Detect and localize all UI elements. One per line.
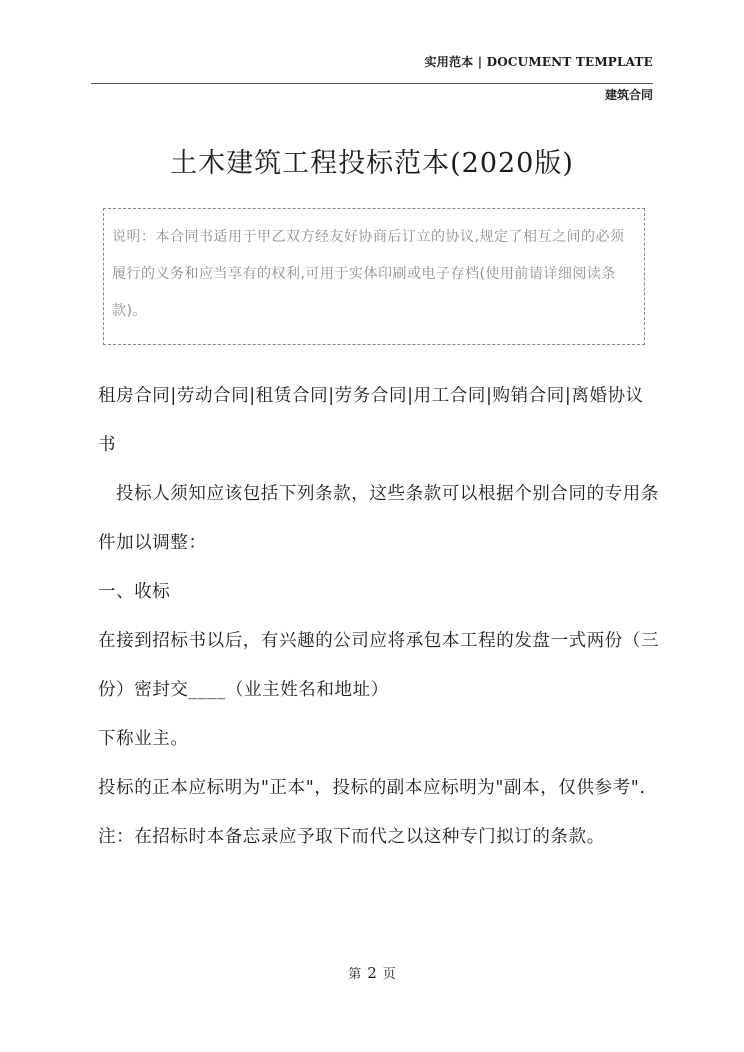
paragraph-4: 注：在招标时本备忘录应予取下而代之以这种专门拟订的条款。 — [98, 827, 605, 847]
section-heading: 一、收标 — [98, 582, 171, 602]
document-title: 土木建筑工程投标范本(2020版) — [170, 148, 574, 179]
contract-links: 租房合同|劳动合同|租赁合同|劳务合同|用工合同|购销合同|离婚协议书 — [98, 386, 644, 455]
page-suffix: 页 — [382, 967, 396, 982]
paragraph-2: 下称业主。 — [98, 729, 189, 749]
header-tag: 实用范本 | DOCUMENT TEMPLATE — [424, 55, 653, 69]
page-number-value: 2 — [367, 964, 377, 982]
header-category: 建筑合同 — [604, 88, 653, 102]
page-prefix: 第 — [348, 967, 362, 982]
paragraph-1: 在接到招标书以后，有兴趣的公司应将承包本工程的发盘一式两份（三份）密封交____（业主姓名和地址） — [98, 631, 660, 700]
paragraph-3: 投标的正本应标明为"正本"，投标的副本应标明为"副本，仅供参考". — [98, 778, 646, 798]
intro-paragraph: 投标人须知应该包括下列条款，这些条款可以根据个别合同的专用条件加以调整： — [98, 484, 659, 553]
header-rule — [91, 83, 653, 84]
page-number — [0, 963, 744, 982]
note-box: 说明：本合同书适用于甲乙双方经友好协商后订立的协议,规定了相互之间的必须履行的义务和应当享有的权利,可用于实体印刷或电子存档(使用前请详细阅读条款)。 — [103, 208, 645, 345]
body-text — [98, 372, 660, 862]
